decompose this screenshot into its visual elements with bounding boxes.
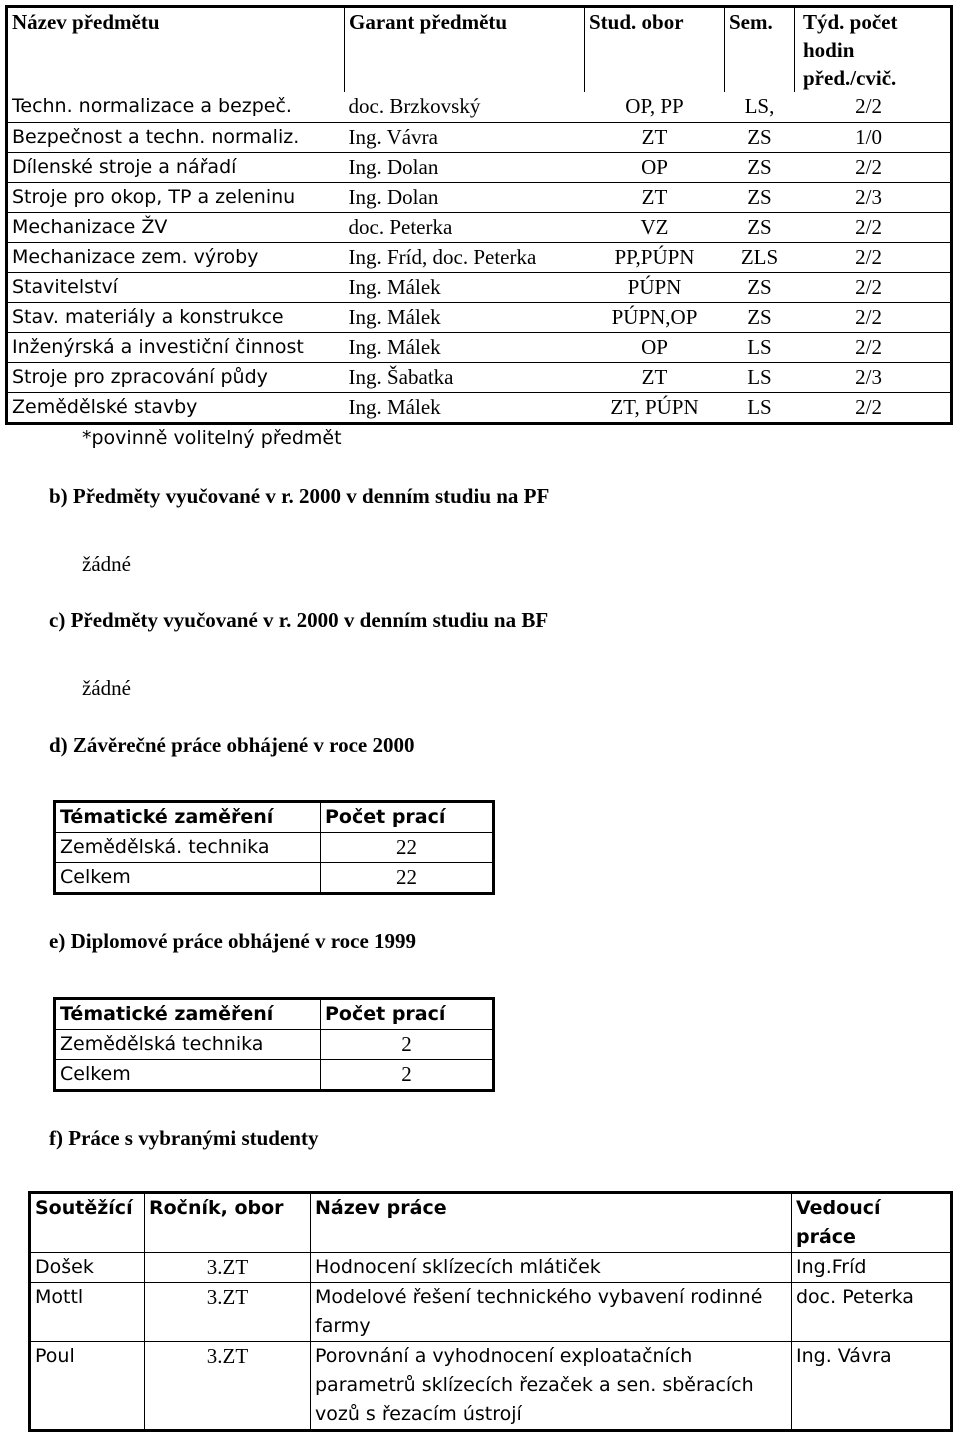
section-d-topic: Zemědělská. technika [55, 833, 321, 863]
course-semester: LS [725, 332, 795, 362]
table-row [30, 1342, 952, 1431]
courses-header-row [7, 7, 952, 93]
course-name: Inženýrská a investiční činnost [7, 332, 345, 362]
table-row [55, 1030, 494, 1060]
course-guarantor: Ing. Šabatka [345, 362, 585, 392]
section-e-total-label: Celkem [55, 1060, 321, 1091]
section-e-heading: e) Diplomové práce obhájené v roce 1999 [49, 929, 417, 953]
table-row [7, 362, 952, 392]
header-work-title: Název práce [311, 1193, 792, 1253]
course-name: Mechanizace ŽV [7, 212, 345, 242]
course-name: Bezpečnost a techn. normaliz. [7, 122, 345, 152]
course-weekly-hours: 2/2 [795, 392, 952, 423]
students-table [28, 1191, 953, 1432]
course-weekly-hours: 2/2 [795, 212, 952, 242]
course-guarantor: Ing. Málek [345, 392, 585, 423]
table-row [7, 242, 952, 272]
header-weekly-hours [795, 7, 952, 93]
student-year-field: 3.ZT [145, 1253, 311, 1283]
course-semester: LS [725, 362, 795, 392]
table-row [30, 1283, 952, 1342]
course-semester: ZS [725, 272, 795, 302]
student-name: Poul [30, 1342, 145, 1431]
table-row [55, 863, 494, 894]
students-header-row [30, 1193, 952, 1253]
course-name: Techn. normalizace a bezpeč. [12, 95, 292, 117]
student-supervisor: Ing.Fríd [792, 1253, 952, 1283]
section-c-text: žádné [82, 676, 131, 700]
table-row [7, 122, 952, 152]
table-row [7, 152, 952, 182]
course-name: Dílenské stroje a nářadí [7, 152, 345, 182]
section-b-text: žádné [82, 552, 131, 576]
student-work-title: Hodnocení sklízecích mlátiček [311, 1253, 792, 1283]
section-f-heading: f) Práce s vybranými studenty [49, 1126, 319, 1150]
course-study-field: VZ [585, 212, 725, 242]
course-weekly-hours: 2/2 [795, 242, 952, 272]
table-row [7, 332, 952, 362]
course-semester: LS, [744, 94, 775, 118]
section-e-header-count: Počet prací [321, 999, 494, 1030]
course-weekly-hours: 1/0 [795, 122, 952, 152]
course-guarantor: doc. Brzkovský [348, 94, 481, 118]
section-e-count: 2 [321, 1030, 494, 1060]
section-d-header-topic: Tématické zaměření [55, 802, 321, 833]
course-study-field: ZT, PÚPN [585, 392, 725, 423]
section-e-topic: Zemědělská technika [55, 1030, 321, 1060]
course-name: Stroje pro okop, TP a zeleninu [7, 182, 345, 212]
course-name: Mechanizace zem. výroby [7, 242, 345, 272]
section-d-heading: d) Závěrečné práce obhájené v roce 2000 [49, 733, 415, 757]
table-row [30, 1253, 952, 1283]
course-semester: ZLS [725, 242, 795, 272]
course-study-field: ZT [585, 362, 725, 392]
course-study-field: ZT [585, 182, 725, 212]
course-guarantor: doc. Peterka [345, 212, 585, 242]
student-year-field: 3.ZT [145, 1283, 311, 1342]
course-semester: ZS [725, 152, 795, 182]
table-row [7, 272, 952, 302]
header-course-name: Název předmětu [12, 10, 160, 34]
header-study-field: Stud. obor [585, 7, 725, 93]
course-study-field: OP [585, 332, 725, 362]
course-guarantor: Ing. Dolan [345, 182, 585, 212]
header-semester: Sem. [725, 7, 795, 93]
course-weekly-hours: 2/3 [795, 182, 952, 212]
table-row [7, 302, 952, 332]
course-study-field: PÚPN [585, 272, 725, 302]
course-guarantor: Ing. Málek [345, 332, 585, 362]
section-e-total-count: 2 [321, 1060, 494, 1091]
course-weekly-hours: 2/2 [855, 94, 882, 118]
course-name: Zemědělské stavby [7, 392, 345, 423]
student-supervisor: doc. Peterka [792, 1283, 952, 1342]
course-guarantor: Ing. Dolan [345, 152, 585, 182]
section-d-header-row [55, 802, 494, 833]
course-guarantor: Ing. Vávra [345, 122, 585, 152]
course-guarantor: Ing. Fríd, doc. Peterka [345, 242, 585, 272]
section-e-table [53, 997, 495, 1092]
course-weekly-hours: 2/2 [795, 152, 952, 182]
course-study-field: OP, PP [625, 94, 684, 118]
table-row [55, 1060, 494, 1091]
header-guarantor: Garant předmětu [345, 7, 585, 93]
table-row [7, 182, 952, 212]
course-study-field: PÚPN,OP [585, 302, 725, 332]
mandatory-elective-note: *povinně volitelný předmět [82, 427, 342, 449]
table-row [7, 392, 952, 423]
section-d-table [53, 800, 495, 895]
section-e-header-topic: Tématické zaměření [55, 999, 321, 1030]
section-e-header-row [55, 999, 494, 1030]
section-d-header-count: Počet prací [321, 802, 494, 833]
table-row [7, 92, 952, 122]
section-b-heading: b) Předměty vyučované v r. 2000 v denním studiu na PF [49, 484, 550, 508]
course-study-field: OP [585, 152, 725, 182]
section-c-heading: c) Předměty vyučované v r. 2000 v denním studiu na BF [49, 608, 549, 632]
student-name: Mottl [30, 1283, 145, 1342]
course-guarantor: Ing. Málek [345, 302, 585, 332]
course-semester: ZS [725, 302, 795, 332]
table-row [7, 212, 952, 242]
course-study-field: ZT [585, 122, 725, 152]
section-d-count: 22 [321, 833, 494, 863]
student-work-title: Modelové řešení technického vybavení rodinné farmy [311, 1283, 792, 1342]
course-weekly-hours: 2/2 [795, 332, 952, 362]
header-weekly-hours-text: Týd. počet hodin před./cvič. [803, 10, 898, 90]
student-work-title: Porovnání a vyhodnocení exploatačních parametrů sklízecích řezaček a sen. sběracích vozů s řezacím ústrojí [311, 1342, 792, 1431]
student-supervisor: Ing. Vávra [792, 1342, 952, 1431]
course-guarantor: Ing. Málek [345, 272, 585, 302]
section-d-total-count: 22 [321, 863, 494, 894]
table-row [55, 833, 494, 863]
course-semester: ZS [725, 122, 795, 152]
section-d-total-label: Celkem [55, 863, 321, 894]
course-name: Stroje pro zpracování půdy [7, 362, 345, 392]
courses-table [5, 5, 953, 425]
course-semester: LS [725, 392, 795, 423]
course-weekly-hours: 2/2 [795, 272, 952, 302]
course-name: Stav. materiály a konstrukce [7, 302, 345, 332]
course-study-field: PP,PÚPN [585, 242, 725, 272]
course-semester: ZS [725, 212, 795, 242]
course-name: Stavitelství [7, 272, 345, 302]
course-weekly-hours: 2/2 [795, 302, 952, 332]
student-year-field: 3.ZT [145, 1342, 311, 1431]
course-semester: ZS [725, 182, 795, 212]
header-year-field: Ročník, obor [145, 1193, 311, 1253]
header-supervisor: Vedoucí práce [792, 1193, 952, 1253]
course-weekly-hours: 2/3 [795, 362, 952, 392]
student-name: Došek [30, 1253, 145, 1283]
header-competitor: Soutěžící [30, 1193, 145, 1253]
